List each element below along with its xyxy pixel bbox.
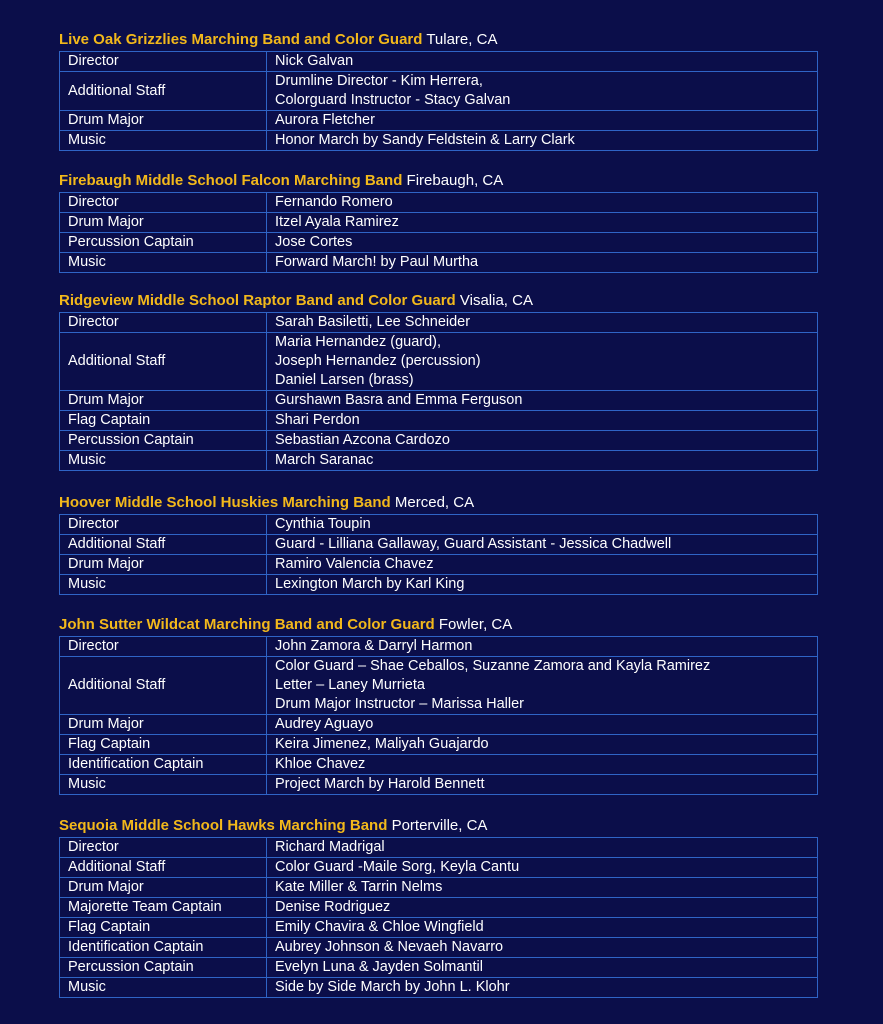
- role-cell: Percussion Captain: [60, 233, 267, 253]
- value-line: Project March by Harold Bennett: [275, 776, 485, 792]
- role-cell: Music: [60, 575, 267, 595]
- role-cell: Drum Major: [60, 878, 267, 898]
- table-row: [60, 535, 818, 555]
- value-cell: [267, 411, 818, 431]
- value-cell: [267, 515, 818, 535]
- value-cell: [267, 918, 818, 938]
- value-cell: [267, 938, 818, 958]
- value-line: Denise Rodriguez: [275, 899, 391, 915]
- table-row: [60, 555, 818, 575]
- value-cell: [267, 838, 818, 858]
- value-line: Cynthia Toupin: [275, 516, 371, 532]
- table-row: [60, 637, 818, 657]
- value-line: Shari Perdon: [275, 412, 360, 428]
- table-row: [60, 958, 818, 978]
- table-row: [60, 515, 818, 535]
- band-heading: [59, 615, 818, 635]
- value-line: Emily Chavira & Chloe Wingfield: [275, 919, 484, 935]
- value-cell: [267, 535, 818, 555]
- table-row: [60, 333, 818, 391]
- band-section: [59, 615, 818, 795]
- table-row: [60, 411, 818, 431]
- band-heading: [59, 171, 818, 191]
- table-row: [60, 193, 818, 213]
- value-cell: [267, 253, 818, 273]
- table-row: [60, 978, 818, 998]
- role-cell: Music: [60, 978, 267, 998]
- value-cell: [267, 575, 818, 595]
- value-cell: [267, 451, 818, 471]
- role-cell: Music: [60, 451, 267, 471]
- role-cell: Percussion Captain: [60, 958, 267, 978]
- role-cell: Director: [60, 515, 267, 535]
- role-cell: Identification Captain: [60, 755, 267, 775]
- table-row: [60, 253, 818, 273]
- role-cell: Music: [60, 253, 267, 273]
- value-line: March Saranac: [275, 452, 374, 468]
- value-line: Ramiro Valencia Chavez: [275, 556, 434, 572]
- value-cell: [267, 313, 818, 333]
- value-line: Gurshawn Basra and Emma Ferguson: [275, 392, 523, 408]
- roster-table: [59, 192, 818, 273]
- role-cell: Majorette Team Captain: [60, 898, 267, 918]
- roster-table: [59, 51, 818, 151]
- value-line: Fernando Romero: [275, 194, 393, 210]
- value-line: Keira Jimenez, Maliyah Guajardo: [275, 736, 489, 752]
- band-location: Visalia, CA: [459, 292, 533, 309]
- role-cell: Additional Staff: [60, 72, 267, 111]
- roster-table: [59, 312, 818, 471]
- role-cell: Drum Major: [60, 391, 267, 411]
- band-location: Tulare, CA: [426, 31, 498, 48]
- value-line: Color Guard -Maile Sorg, Keyla Cantu: [275, 859, 520, 875]
- value-cell: [267, 898, 818, 918]
- role-cell: Additional Staff: [60, 657, 267, 715]
- band-heading: [59, 30, 818, 50]
- role-cell: Flag Captain: [60, 735, 267, 755]
- value-line: Jose Cortes: [275, 234, 353, 250]
- role-cell: Flag Captain: [60, 918, 267, 938]
- roster-table: [59, 837, 818, 998]
- band-location: Porterville, CA: [391, 817, 488, 834]
- role-cell: Flag Captain: [60, 411, 267, 431]
- role-cell: Additional Staff: [60, 858, 267, 878]
- band-location: Merced, CA: [394, 494, 475, 511]
- table-row: [60, 918, 818, 938]
- table-row: [60, 131, 818, 151]
- value-cell: [267, 755, 818, 775]
- table-row: [60, 775, 818, 795]
- value-cell: [267, 431, 818, 451]
- value-cell: [267, 715, 818, 735]
- value-line: Nick Galvan: [275, 53, 354, 69]
- role-cell: Director: [60, 52, 267, 72]
- role-cell: Director: [60, 637, 267, 657]
- value-line: Joseph Hernandez (percussion): [275, 353, 481, 369]
- value-line: Forward March! by Paul Murtha: [275, 254, 479, 270]
- value-line: Drum Major Instructor – Marissa Haller: [275, 696, 524, 712]
- value-line: Audrey Aguayo: [275, 716, 374, 732]
- value-cell: [267, 637, 818, 657]
- band-section: [59, 171, 818, 273]
- band-heading: [59, 493, 818, 513]
- value-cell: [267, 878, 818, 898]
- value-cell: [267, 333, 818, 391]
- band-heading: [59, 816, 818, 836]
- table-row: [60, 213, 818, 233]
- value-cell: [267, 958, 818, 978]
- value-cell: [267, 52, 818, 72]
- table-row: [60, 431, 818, 451]
- band-name: Live Oak Grizzlies Marching Band and Color Guard: [59, 31, 423, 48]
- band-section: [59, 30, 818, 151]
- value-cell: [267, 131, 818, 151]
- band-name: Sequoia Middle School Hawks Marching Band: [59, 817, 388, 834]
- role-cell: Identification Captain: [60, 938, 267, 958]
- value-line: Drumline Director - Kim Herrera,: [275, 73, 483, 89]
- value-line: Colorguard Instructor - Stacy Galvan: [275, 92, 511, 108]
- value-line: Maria Hernandez (guard),: [275, 334, 442, 350]
- value-cell: [267, 111, 818, 131]
- band-section: [59, 493, 818, 595]
- table-row: [60, 755, 818, 775]
- table-row: [60, 657, 818, 715]
- table-row: [60, 575, 818, 595]
- table-row: [60, 858, 818, 878]
- value-cell: [267, 391, 818, 411]
- value-line: Sarah Basiletti, Lee Schneider: [275, 314, 471, 330]
- role-cell: Additional Staff: [60, 333, 267, 391]
- roster-table: [59, 514, 818, 595]
- role-cell: Drum Major: [60, 111, 267, 131]
- value-cell: [267, 213, 818, 233]
- table-row: [60, 111, 818, 131]
- value-cell: [267, 858, 818, 878]
- band-location: Firebaugh, CA: [406, 172, 504, 189]
- value-line: Lexington March by Karl King: [275, 576, 465, 592]
- band-name: Ridgeview Middle School Raptor Band and Color Guard: [59, 292, 456, 309]
- table-row: [60, 878, 818, 898]
- table-row: [60, 391, 818, 411]
- value-line: Sebastian Azcona Cardozo: [275, 432, 450, 448]
- role-cell: Director: [60, 193, 267, 213]
- band-heading: [59, 291, 818, 311]
- value-line: Richard Madrigal: [275, 839, 385, 855]
- band-section: [59, 291, 818, 471]
- role-cell: Director: [60, 313, 267, 333]
- roster-table: [59, 636, 818, 795]
- value-cell: [267, 72, 818, 111]
- band-name: Hoover Middle School Huskies Marching Band: [59, 494, 391, 511]
- value-line: Evelyn Luna & Jayden Solmantil: [275, 959, 483, 975]
- role-cell: Drum Major: [60, 213, 267, 233]
- value-line: Guard - Lilliana Gallaway, Guard Assistant - Jessica Chadwell: [275, 536, 672, 552]
- table-row: [60, 451, 818, 471]
- value-line: John Zamora & Darryl Harmon: [275, 638, 473, 654]
- role-cell: Additional Staff: [60, 535, 267, 555]
- band-location: Fowler, CA: [438, 616, 513, 633]
- table-row: [60, 838, 818, 858]
- value-line: Khloe Chavez: [275, 756, 366, 772]
- band-section: [59, 816, 818, 998]
- value-line: Side by Side March by John L. Klohr: [275, 979, 510, 995]
- table-row: [60, 898, 818, 918]
- value-cell: [267, 978, 818, 998]
- value-line: Color Guard – Shae Ceballos, Suzanne Zamora and Kayla Ramirez: [275, 658, 711, 674]
- value-line: Itzel Ayala Ramirez: [275, 214, 399, 230]
- value-line: Daniel Larsen (brass): [275, 372, 414, 388]
- role-cell: Music: [60, 775, 267, 795]
- role-cell: Director: [60, 838, 267, 858]
- table-row: [60, 72, 818, 111]
- value-cell: [267, 775, 818, 795]
- table-row: [60, 938, 818, 958]
- table-row: [60, 52, 818, 72]
- value-cell: [267, 735, 818, 755]
- value-cell: [267, 555, 818, 575]
- table-row: [60, 735, 818, 755]
- value-cell: [267, 657, 818, 715]
- value-line: Aurora Fletcher: [275, 112, 375, 128]
- table-row: [60, 313, 818, 333]
- value-cell: [267, 233, 818, 253]
- table-row: [60, 233, 818, 253]
- value-line: Aubrey Johnson & Nevaeh Navarro: [275, 939, 504, 955]
- role-cell: Drum Major: [60, 555, 267, 575]
- value-line: Honor March by Sandy Feldstein & Larry Clark: [275, 132, 575, 148]
- band-name: Firebaugh Middle School Falcon Marching Band: [59, 172, 403, 189]
- role-cell: Music: [60, 131, 267, 151]
- table-row: [60, 715, 818, 735]
- role-cell: Percussion Captain: [60, 431, 267, 451]
- value-line: Kate Miller & Tarrin Nelms: [275, 879, 443, 895]
- value-cell: [267, 193, 818, 213]
- role-cell: Drum Major: [60, 715, 267, 735]
- value-line: Letter – Laney Murrieta: [275, 677, 425, 693]
- band-name: John Sutter Wildcat Marching Band and Color Guard: [59, 616, 435, 633]
